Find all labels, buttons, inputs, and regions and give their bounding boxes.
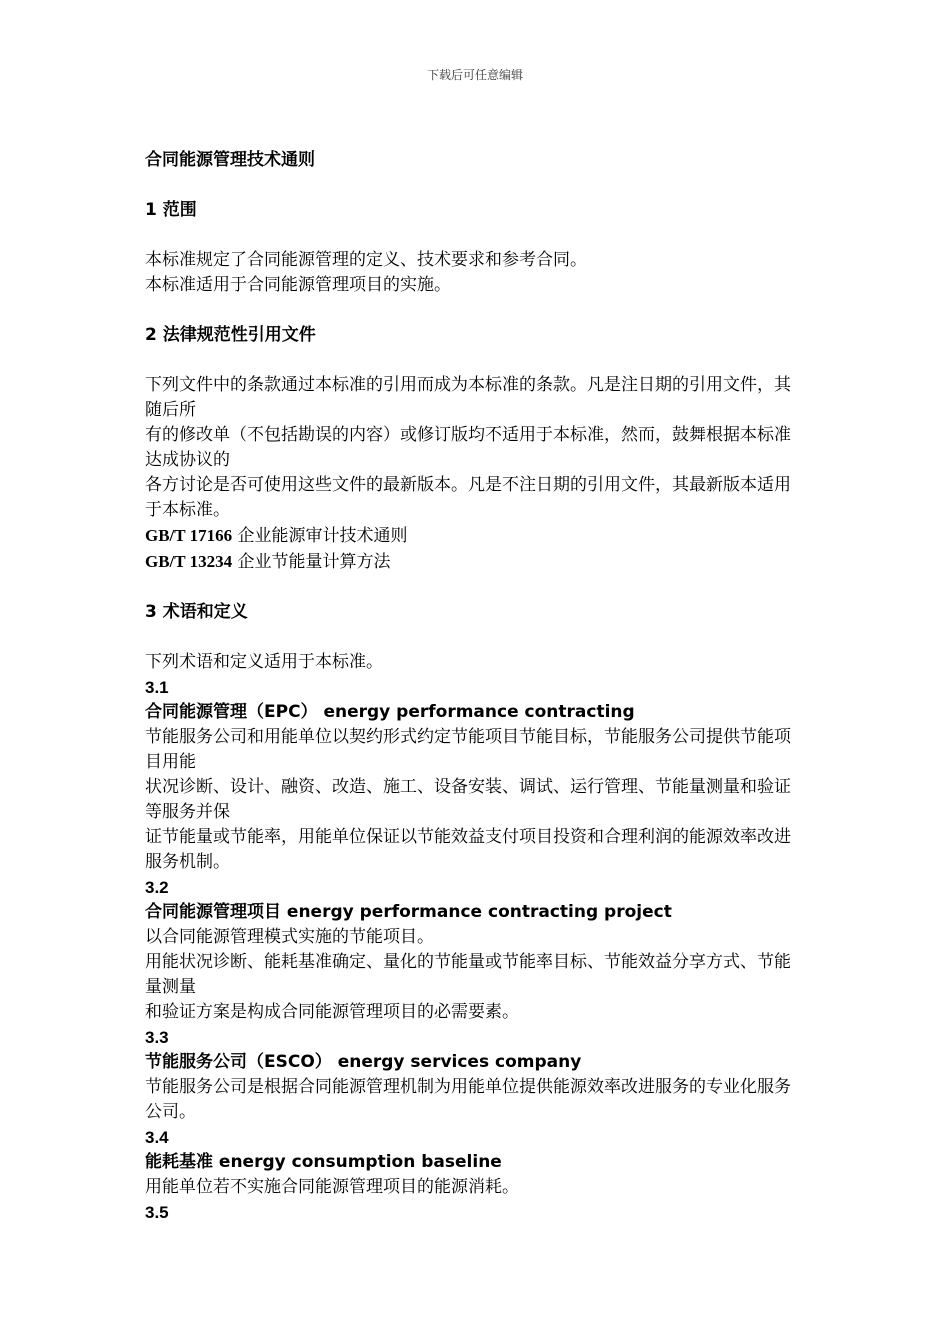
section-3-intro: 下列术语和定义适用于本标准。 — [145, 652, 383, 672]
term-definition: 用能状况诊断、能耗基准确定、量化的节能量或节能率目标、节能效益分享方式、节能量测量 — [145, 952, 791, 997]
term-definition: 节能服务公司是根据合同能源管理机制为用能单位提供能源效率改进服务的专业化服务公司。 — [145, 1077, 791, 1122]
term-definition: 状况诊断、设计、融资、改造、施工、设备安装、调试、运行管理、节能量测量和验证等服务并保 — [145, 777, 791, 822]
term-title: 能耗基准 energy consumption baseline — [145, 1152, 502, 1172]
term-number: 3.1 — [145, 678, 169, 697]
page-header: 下载后可任意编辑 — [426, 68, 523, 82]
term-number: 3.5 — [145, 1203, 169, 1222]
term-title: 合同能源管理（EPC） energy performance contracting — [145, 702, 635, 722]
reference-item — [145, 523, 805, 549]
document-body — [145, 148, 805, 1225]
reference-item — [145, 549, 805, 575]
section-1-heading: 1 范围 — [145, 200, 197, 220]
reference-code: GB/T 13234 — [145, 552, 233, 571]
term-definition: 以合同能源管理模式实施的节能项目。 — [145, 927, 434, 947]
section-2-paragraph: 有的修改单（不包括勘误的内容）或修订版均不适用于本标准，然而，鼓舞根据本标准达成协议的 — [145, 425, 791, 470]
document-title: 合同能源管理技术通则 — [145, 150, 315, 170]
term-definition: 用能单位若不实施合同能源管理项目的能源消耗。 — [145, 1177, 519, 1197]
section-2-paragraph: 各方讨论是否可使用这些文件的最新版本。凡是不注日期的引用文件，其最新版本适用于本标准。 — [145, 475, 791, 520]
reference-name: 企业能源审计技术通则 — [232, 526, 408, 546]
section-1-line: 本标准适用于合同能源管理项目的实施。 — [145, 275, 451, 295]
reference-code: GB/T 17166 — [145, 526, 233, 545]
term-number: 3.2 — [145, 878, 169, 897]
reference-name: 企业节能量计算方法 — [232, 552, 391, 572]
term-title: 节能服务公司（ESCO） energy services company — [145, 1052, 582, 1072]
term-definition: 节能服务公司和用能单位以契约形式约定节能项目节能目标，节能服务公司提供节能项目用能 — [145, 727, 791, 772]
term-number: 3.4 — [145, 1128, 169, 1147]
section-2-heading: 2 法律规范性引用文件 — [145, 325, 316, 345]
section-1-line: 本标准规定了合同能源管理的定义、技术要求和参考合同。 — [145, 250, 587, 270]
section-2-paragraph: 下列文件中的条款通过本标准的引用而成为本标准的条款。凡是注日期的引用文件，其随后所 — [145, 375, 791, 420]
section-3-heading: 3 术语和定义 — [145, 602, 248, 622]
term-definition: 证节能量或节能率，用能单位保证以节能效益支付项目投资和合理利润的能源效率改进服务机制。 — [145, 827, 791, 872]
term-title: 合同能源管理项目 energy performance contracting project — [145, 902, 672, 922]
term-definition: 和验证方案是构成合同能源管理项目的必需要素。 — [145, 1002, 519, 1022]
term-number: 3.3 — [145, 1028, 169, 1047]
